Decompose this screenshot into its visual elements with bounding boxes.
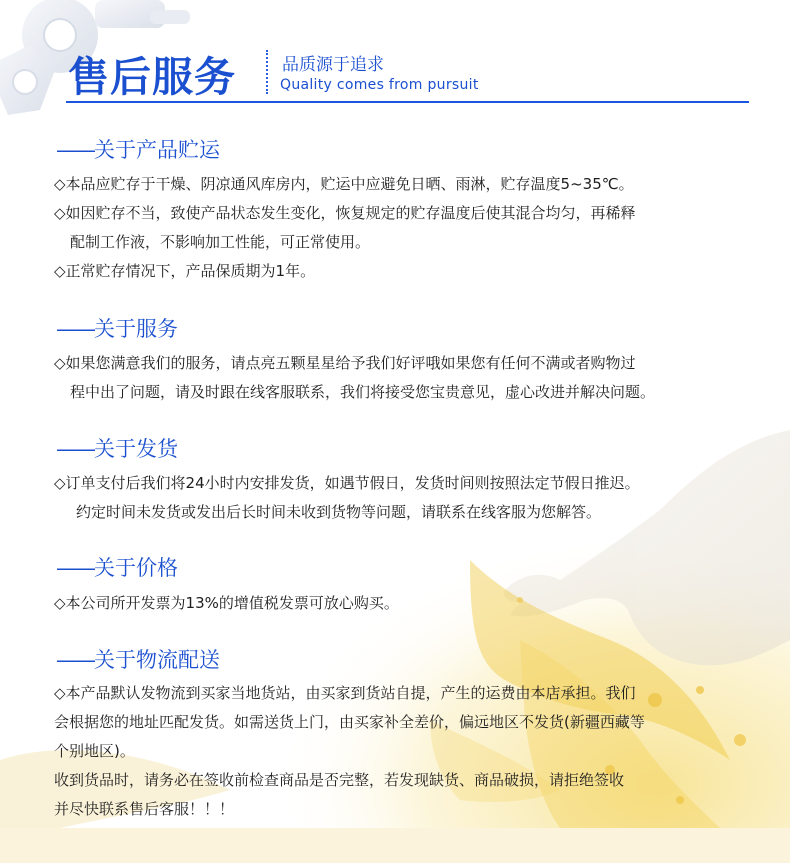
section-body-service [54,349,754,407]
text-line: ◇正常贮存情况下，产品保质期为1年。 [54,262,316,280]
section-body-shipping [54,469,754,527]
text-line: 个别地区)。 [54,742,135,760]
header-subtitle-cn: 品质源于追求 [282,55,384,75]
title-dash: —— [56,317,94,341]
text-line: 配制工作液，不影响加工性能，可正常使用。 [70,233,371,251]
title-dash: —— [56,556,94,580]
section-title-service: ——关于服务 [56,317,178,341]
page-title: 售后服务 [68,53,236,101]
text-line: 收到货品时，请务必在签收前检查商品是否完整，若发现缺货、商品破损，请拒绝签收 [54,771,625,789]
title-dash: —— [56,138,94,162]
section-title-logistics: ——关于物流配送 [56,648,220,672]
section-body-price [54,589,754,618]
text-line: 程中出了问题，请及时跟在线客服联系，我们将接受您宝贵意见，虚心改进并解决问题。 [70,383,656,401]
section-body-storage [54,170,754,286]
section-title-shipping: ——关于发货 [56,437,178,461]
text-line: ◇如果您满意我们的服务，请点亮五颗星星给予我们好评哦如果您有任何不满或者购物过 [54,354,636,372]
text-line: ◇本品应贮存于干燥、阴凉通风库房内，贮运中应避免日晒、雨淋，贮存温度5~35℃。 [54,175,634,193]
title-dash: —— [56,437,94,461]
text-line: 会根据您的地址匹配发货。如需送货上门，由买家补全差价，偏远地区不发货(新疆西藏等 [54,713,645,731]
header-subtitle-en: Quality comes from pursuit [280,77,479,93]
text-line: 并尽快联系售后客服！！！ [54,800,235,818]
header-underline [66,101,749,103]
text-line: ◇本产品默认发物流到买家当地货站，由买家到货站自提，产生的运费由本店承担。我们 [54,684,636,702]
section-title-storage: ——关于产品贮运 [56,138,220,162]
text-line: ◇如因贮存不当，致使产品状态发生变化，恢复规定的贮存温度后使其混合均匀，再稀释 [54,204,636,222]
text-line: ◇订单支付后我们将24小时内安排发货，如遇节假日，发货时间则按照法定节假日推迟。 [54,474,640,492]
text-line: ◇本公司所开发票为13%的增值税发票可放心购买。 [54,594,399,612]
text-line: 约定时间未发货或发出后长时间未收到货物等问题，请联系在线客服为您解答。 [76,503,602,521]
section-body-logistics [54,679,754,824]
header-divider [266,50,268,94]
section-title-price: ——关于价格 [56,556,178,580]
title-dash: —— [56,648,94,672]
